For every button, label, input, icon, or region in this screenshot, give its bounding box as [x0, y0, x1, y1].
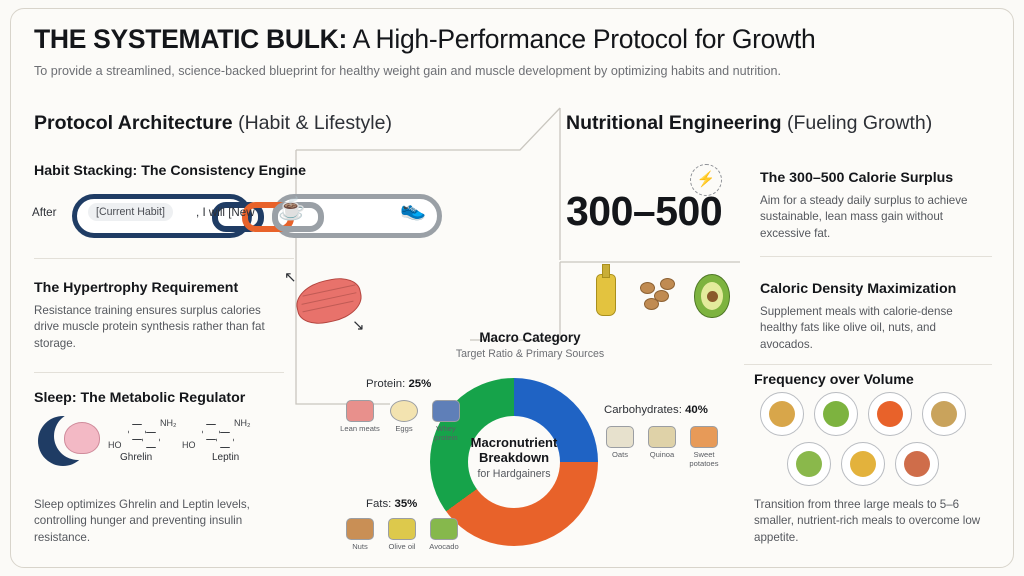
page-subtitle: To provide a streamlined, science-backed blueprint for healthy weight gain and muscle development by optimizing habits and nutrition.: [34, 64, 781, 78]
after-label: After: [32, 206, 57, 219]
column-heading-right-normal: (Fueling Growth): [781, 112, 933, 134]
hypertrophy-title: The Hypertrophy Requirement: [34, 280, 239, 296]
leptin-label: Leptin: [212, 452, 240, 463]
donut-center-line2: Breakdown: [478, 449, 550, 465]
page-title-strong: THE SYSTEMATIC BULK:: [34, 24, 347, 54]
column-heading-left-normal: (Habit & Lifestyle): [232, 112, 392, 134]
legend-carbs-name: Carbohydrates: [604, 404, 679, 416]
oats-icon: [606, 426, 634, 448]
source-whey-label: Whey protein: [434, 424, 458, 443]
source-nuts-label: Nuts: [352, 542, 368, 551]
nuts-icon-3: [644, 298, 659, 310]
quinoa-icon: [648, 426, 676, 448]
calorie-surplus-title: The 300–500 Calorie Surplus: [760, 170, 954, 186]
nuts-source-icon: [346, 518, 374, 540]
source-olive-oil-label: Olive oil: [388, 542, 416, 551]
calorie-surplus-body: Aim for a steady daily surplus to achieve sustainable, lean mass gain without excessive fat.: [760, 194, 968, 240]
source-sweet-potatoes-label: Sweet potatoes: [689, 450, 719, 469]
brain-icon: [64, 422, 100, 454]
i-will-label: , I will [New: [196, 206, 255, 219]
calorie-surplus-number: 300–500: [566, 188, 723, 234]
right-divider-2: [744, 364, 992, 365]
chart-title: Macro Category: [479, 330, 581, 345]
legend-fats: Fats: 35%: [366, 498, 418, 510]
legend-protein-name: Protein: [366, 378, 403, 390]
column-heading-right-bold: Nutritional Engineering: [566, 112, 782, 134]
source-whey: [424, 400, 468, 442]
running-shoe-icon: 👟: [400, 198, 427, 221]
source-lean-meats-label: Lean meats: [340, 424, 380, 433]
source-olive-oil: [380, 518, 424, 551]
legend-protein: Protein: 25%: [366, 378, 432, 390]
page-title: [34, 24, 994, 55]
caloric-density-title: Caloric Density Maximization: [760, 281, 957, 297]
nuts-icon-4: [660, 278, 675, 290]
legend-fats-value: 35%: [394, 498, 418, 510]
leptin-formula-text: HO: [182, 440, 196, 450]
leptin-formula-text-2: NH₂: [234, 418, 251, 428]
avocado-icon: [694, 274, 730, 318]
meal-plates-icon: [760, 392, 978, 488]
hypertrophy-body: Resistance training ensures surplus calories drive muscle protein synthesis rather than fat storage.: [34, 304, 265, 350]
sleep-body: Sleep optimizes Ghrelin and Leptin levels, controlling hunger and preventing insulin resistance.: [34, 498, 250, 544]
legend-carbs-value: 40%: [685, 404, 708, 416]
source-sweet-potatoes: [682, 426, 726, 468]
donut-center-line3: for Hardgainers: [477, 467, 551, 480]
frequency-title: Frequency over Volume: [754, 372, 914, 388]
muscle-fiber-icon: ↖ ↘: [284, 269, 365, 334]
source-oats: [598, 426, 642, 459]
donut-center-line1: Macronutrient: [470, 435, 558, 450]
sleep-title: Sleep: The Metabolic Regulator: [34, 390, 246, 406]
sweet-potatoes-icon: [690, 426, 718, 448]
legend-fats-name: Fats: [366, 498, 389, 510]
source-quinoa-label: Quinoa: [649, 450, 675, 459]
frequency-body: Transition from three large meals to 5–6 smaller, nutrient-rich meals to overcome low appetite.: [754, 498, 981, 544]
column-heading-left: [34, 112, 392, 135]
avocado-source-icon: [430, 518, 458, 540]
olive-oil-icon: [596, 274, 616, 316]
whey-protein-icon: [432, 400, 460, 422]
source-eggs-label: Eggs: [395, 424, 413, 433]
page-header: [34, 24, 994, 78]
caloric-density-body: Supplement meals with calorie-dense healthy fats like olive oil, nuts, and avocados.: [760, 305, 953, 351]
donut-center-label: [454, 436, 574, 480]
coffee-cup-icon: ☕: [278, 196, 306, 221]
olive-oil-source-icon: [388, 518, 416, 540]
column-heading-left-bold: Protocol Architecture: [34, 112, 233, 134]
source-avocado: [422, 518, 466, 551]
ghrelin-formula-text: HO: [108, 440, 122, 450]
lean-meats-icon: [346, 400, 374, 422]
lightning-bolt-icon: ⚡: [690, 164, 722, 196]
ghrelin-formula-text-2: NH₂: [160, 418, 177, 428]
habit-stacking-title: Habit Stacking: The Consistency Engine: [34, 163, 306, 179]
source-quinoa: [640, 426, 684, 459]
olive-oil-neck-icon: [602, 264, 610, 278]
source-lean-meats: [338, 400, 382, 433]
legend-protein-value: 25%: [408, 378, 432, 390]
left-divider-1: [34, 258, 294, 259]
chart-subtitle: Target Ratio & Primary Sources: [455, 348, 605, 360]
ghrelin-label: Ghrelin: [120, 452, 153, 463]
left-divider-2: [34, 372, 284, 373]
column-heading-right: [566, 112, 932, 135]
legend-carbs: Carbohydrates: 40%: [604, 404, 708, 416]
source-avocado-label: Avocado: [429, 542, 459, 551]
right-divider-1: [760, 256, 992, 257]
source-eggs: [382, 400, 426, 433]
eggs-icon: [390, 400, 418, 422]
page-title-rest: A High-Performance Protocol for Growth: [346, 24, 816, 54]
chart-heading: [430, 330, 630, 360]
current-habit-chip: [Current Habit]: [88, 203, 173, 221]
nuts-icon: [640, 282, 655, 294]
source-oats-label: Oats: [611, 450, 629, 459]
source-nuts: [338, 518, 382, 551]
